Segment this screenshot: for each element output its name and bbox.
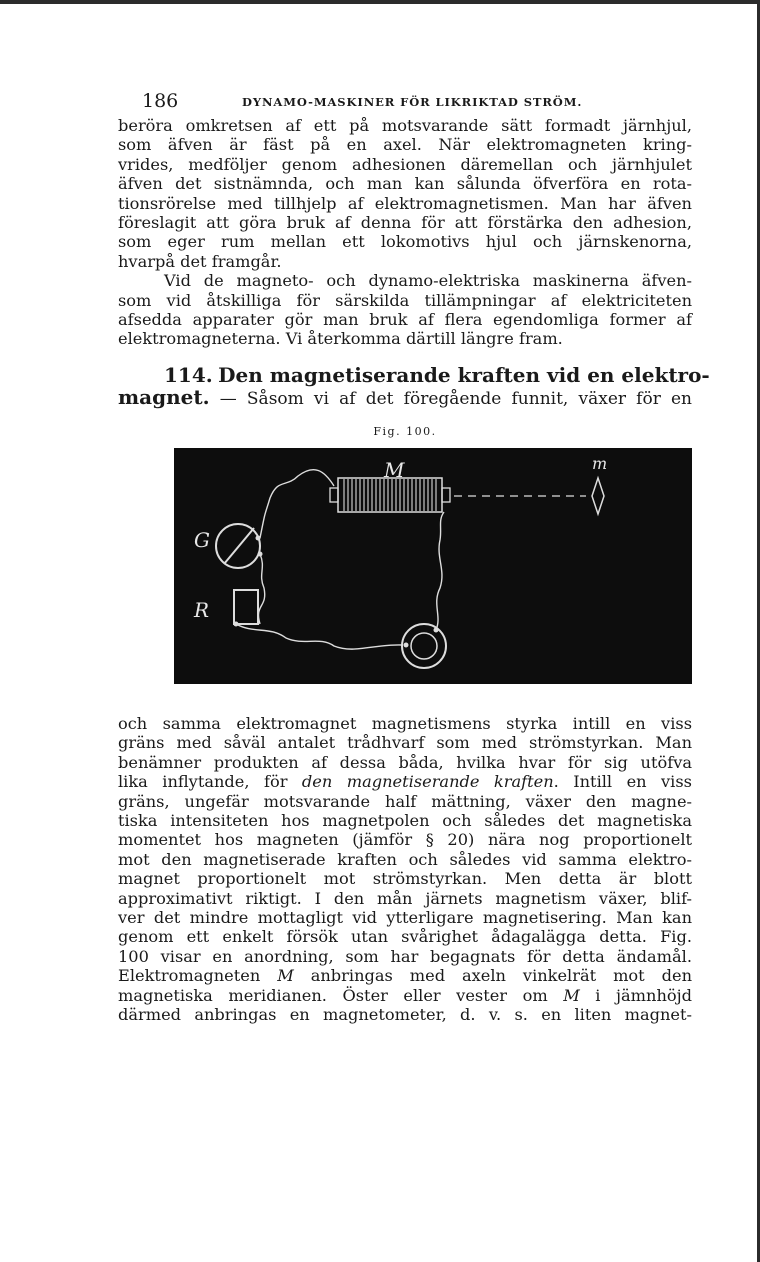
battery-cell: [402, 624, 446, 668]
text-line: 100 visar en anordning, som har begagnats för detta ändamål.: [118, 946, 692, 966]
text-line: elektromagneterna. Vi återkomma därtill längre fram.: [118, 329, 563, 349]
text-line: vrides, medföljer genom adhesionen däremellan och järnhjulet: [118, 154, 692, 174]
section-114: [118, 362, 710, 409]
text-line: föreslagit att göra bruk af denna för att förstärka den adhesion,: [118, 213, 692, 233]
page-number: 186: [142, 90, 179, 112]
text-line: [118, 986, 692, 1005]
section-title-line-2: [118, 384, 692, 409]
running-head: [118, 90, 692, 116]
label-R: R: [194, 597, 210, 622]
italic-M: M: [563, 985, 580, 1005]
text-line: därmed anbringas en magnetometer, d. v. s. en liten magnet-: [118, 1004, 692, 1024]
text-segment: anbringas med axeln vinkelrät mot den: [293, 966, 692, 986]
text-line: [118, 966, 692, 985]
text-segment: . Intill en viss: [553, 772, 692, 792]
text-line: mot den magnetiserade kraften och således vid samma elektro-: [118, 849, 692, 869]
italic-term: den magnetiserande kraften: [301, 772, 554, 792]
circuit-wires: [236, 470, 444, 649]
section-title-part2: magnet.: [118, 384, 210, 409]
text-line: hvarpå det framgår.: [118, 251, 282, 271]
text-line: [118, 772, 692, 791]
text-segment: i jämnhöjd: [579, 985, 693, 1005]
text-line: ver det mindre mottagligt vid ytterligare magnetisering. Man kan: [118, 907, 692, 927]
text-line: benämner produkten af dessa båda, hvilka hvar för sig utöfva: [118, 752, 692, 772]
label-m: m: [592, 453, 608, 473]
text-line: som eger rum mellan ett lokomotivs hjul och järnskenorna,: [118, 232, 692, 252]
text-segment: lika inflytande, för: [118, 772, 302, 792]
paragraph-3: [118, 714, 692, 1025]
text-line: beröra omkretsen af ett på motsvarande sätt formadt järnhjul,: [118, 116, 692, 135]
electromagnet-coil: [330, 478, 450, 512]
label-M: M: [384, 457, 405, 482]
top-border: [0, 0, 760, 4]
text-line: äfven det sistnämnda, och man kan sålunda öfverföra en rota-: [118, 174, 692, 194]
italic-M: M: [277, 966, 294, 986]
text-segment: Elektromagneten: [118, 966, 278, 986]
text-line: som vid åtskilliga för särskilda tillämpningar af elektriciteten: [118, 290, 692, 310]
text-line: gräns med såväl antalet trådhvarf som med strömstyrkan. Man: [118, 733, 692, 753]
text-line: tiska intensiteten hos magnetpolen och således det magnetiska: [118, 810, 692, 830]
section-title-line: [118, 362, 710, 387]
figure-100: [174, 448, 692, 684]
text-line: tionsrörelse med tillhjelp af elektromagnetismen. Man har äfven: [118, 193, 692, 213]
figure-caption: Fig. 100.: [373, 424, 437, 438]
section-number: 114.: [164, 362, 213, 387]
section-text: — Såsom vi af det föregående funnit, växer för en: [219, 388, 692, 409]
text-segment: magnetiska meridianen. Öster eller vester om: [118, 985, 564, 1005]
text-line: approximativt riktigt. I den mån järnets magnetism växer, blif-: [118, 888, 692, 908]
rheostat: [234, 590, 259, 627]
paragraph-2: [118, 271, 692, 349]
text-line: som äfven är fäst på en axel. När elektromagneten kring-: [118, 135, 692, 155]
text-line: gräns, ungefär motsvarande half mättning, växer den magne-: [118, 791, 692, 811]
magnetometer-needle: [592, 478, 604, 514]
galvanometer: [216, 524, 263, 568]
figure-drawing: [174, 448, 692, 684]
text-line: magnet proportionelt mot strömstyrkan. Men detta är blott: [118, 869, 692, 889]
text-line: afsedda apparater gör man bruk af flera egendomliga former af: [118, 310, 692, 330]
label-G: G: [194, 527, 210, 552]
text-line: momentet hos magneten (jämför § 20) nära nog proportionelt: [118, 830, 692, 850]
section-title-part1: Den magnetiserande kraften vid en elektro-: [218, 362, 710, 387]
text-line: genom ett enkelt försök utan svårighet ådagalägga detta. Fig.: [118, 927, 692, 947]
text-line: Vid de magneto- och dynamo-elektriska maskinerna äfven-: [164, 271, 692, 291]
text-line: och samma elektromagnet magnetismens styrka intill en viss: [118, 713, 692, 733]
book-page: [118, 90, 710, 1024]
paragraph-1: [118, 116, 692, 271]
running-title: DYNAMO-MASKINER FÖR LIKRIKTAD STRÖM.: [242, 95, 583, 109]
